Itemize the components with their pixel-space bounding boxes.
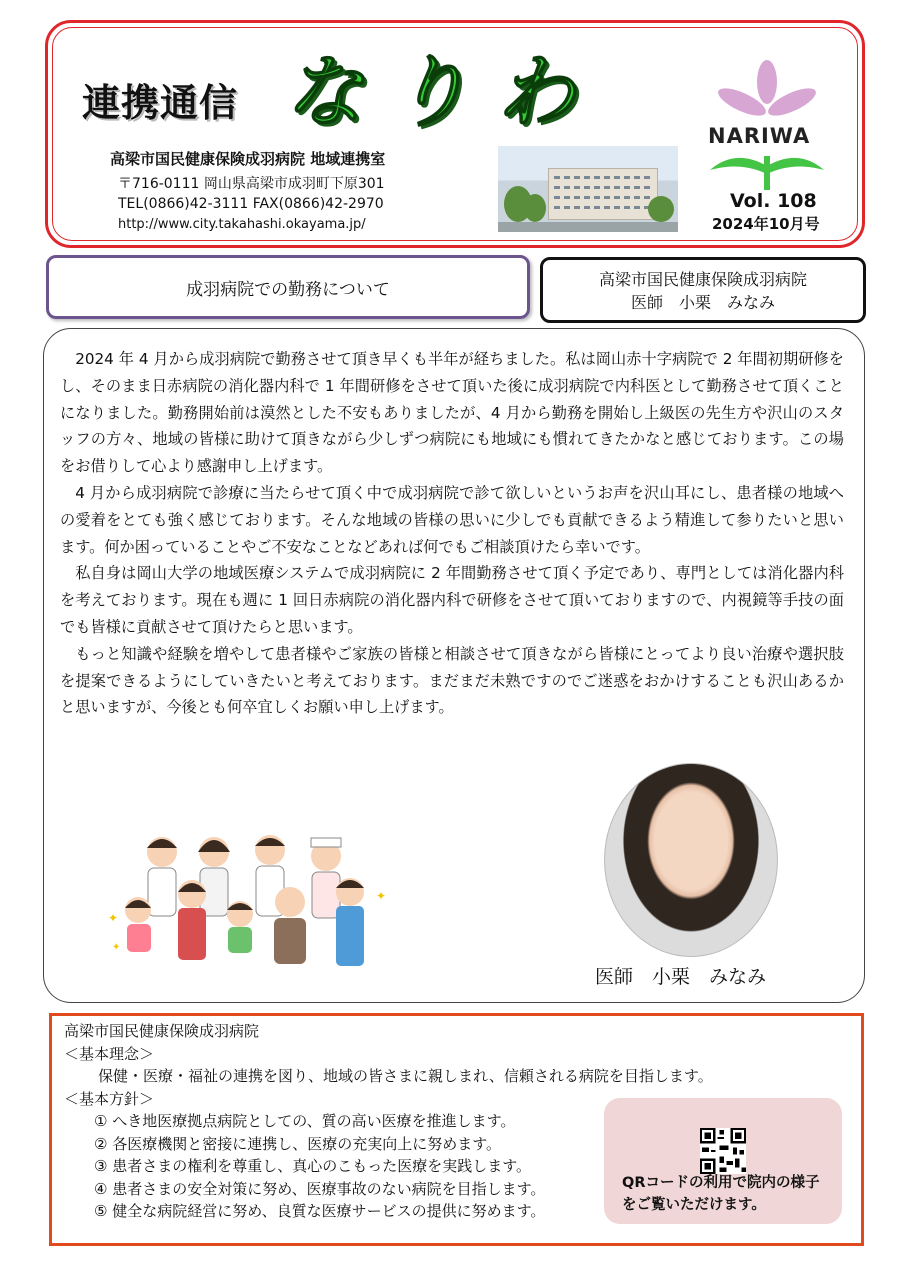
philosophy-heading: ＜基本理念＞ <box>64 1044 155 1063</box>
svg-text:✦: ✦ <box>112 942 121 953</box>
paragraph: 2024 年 4 月から成羽病院で勤務させて頂き早くも半年が経ちました。私は岡山赤十字病院で 2 年間初期研修をし、そのまま日赤病院の消化器内科で 1 年間研修をさせて頂いた後に成羽病院で内科医として勤務させて頂くことになりました。勤務開始前は漠然とした不安もありましたが、4 月から勤務を開始し上級医の先生方や沢山のスタッフの方々、地域の皆様に助けて頂きながら少しずつ病院にも地域にも慣れてきたかなと感じております。この場をお借りして心より感謝申し上げます。 <box>60 350 844 476</box>
hospital-building-photo <box>498 146 678 232</box>
hospital-url[interactable]: http://www.city.takahashi.okayama.jp/ <box>118 217 366 232</box>
svg-text:✦: ✦ <box>108 911 119 925</box>
policy-item: ① へき地医療拠点病院としての、質の高い医療を推進します。 <box>94 1112 516 1130</box>
philosophy-text: 保健・医療・福祉の連携を図り、地域の皆さまに親しまれ、信頼される病院を目指します。 <box>98 1067 713 1085</box>
volume-number: Vol. 108 <box>730 190 817 212</box>
qr-code-icon[interactable] <box>700 1128 746 1174</box>
article-title: 成羽病院での勤務について <box>46 255 530 319</box>
policy-heading: ＜基本方針＞ <box>64 1089 155 1108</box>
author-org: 高梁市国民健康保険成羽病院 <box>598 270 807 289</box>
policy-item: ⑤ 健全な病院経営に努め、良質な医療サービスの提供に努めます。 <box>94 1202 546 1220</box>
article-body <box>60 346 844 721</box>
issue-date: 2024年10月号 <box>712 215 820 233</box>
author-box <box>540 257 866 323</box>
logo-text: NARIWA <box>708 124 811 148</box>
policy-hospital: 高梁市国民健康保険成羽病院 <box>64 1022 260 1040</box>
paragraph: 私自身は岡山大学の地域医療システムで成羽病院に 2 年間勤務させて頂く予定であり、専門としては消化器内科を考えております。現在も週に 1 回日赤病院の消化器内科で研修をさせて頂いておりますので、内視鏡等手技の面でも皆様に貢献させて頂けたらと思います。 <box>60 564 844 636</box>
author-name: 医師 小栗 みなみ <box>630 293 775 312</box>
hospital-dept: 高梁市国民健康保険成羽病院 地域連携室 <box>110 150 386 168</box>
doctor-portrait-photo <box>604 763 778 957</box>
community-people-illustration <box>100 830 400 980</box>
policy-item: ③ 患者さまの権利を尊重し、真心のこもった医療を実践します。 <box>94 1157 532 1175</box>
newsletter-name: なりわ <box>285 47 604 138</box>
qr-caption: QRコードの利用で院内の様子をご覧いただけます。 <box>622 1175 820 1213</box>
paragraph: 4 月から成羽病院で診療に当たらせて頂く中で成羽病院で診て欲しいというお声を沢山耳にし、患者様の地域への愛着をとても強く感じております。そんな地域の皆様の思いに少しでも貢献できるよう精進して参りたいと思います。何か困っていることやご不安なことなどあれば何でもご相談頂けたら幸いです。 <box>60 483 844 556</box>
paragraph: もっと知識や経験を増やして患者様やご家族の皆様と相談させて頂きながら皆様にとってより良い治療や選択肢を提案できるようにしていきたいと考えております。まだまだ未熟ですのでご迷惑をおかけすることも沢山あるかと思いますが、今後とも何卒宜しくお願い申し上げます。 <box>60 644 844 717</box>
policy-item: ② 各医療機関と密接に連携し、医療の充実向上に努めます。 <box>94 1134 502 1153</box>
photo-caption: 医師 小栗 みなみ <box>595 966 767 988</box>
svg-text:✦: ✦ <box>376 889 387 903</box>
hospital-address: 〒716-0111 岡山県高梁市成羽町下原301 <box>118 176 385 192</box>
policy-item: ④ 患者さまの安全対策に努め、医療事故のない病院を目指します。 <box>94 1179 546 1198</box>
hospital-tel-fax: TEL(0866)42-3111 FAX(0866)42-2970 <box>118 196 384 212</box>
series-title: 連携通信 <box>82 81 239 125</box>
